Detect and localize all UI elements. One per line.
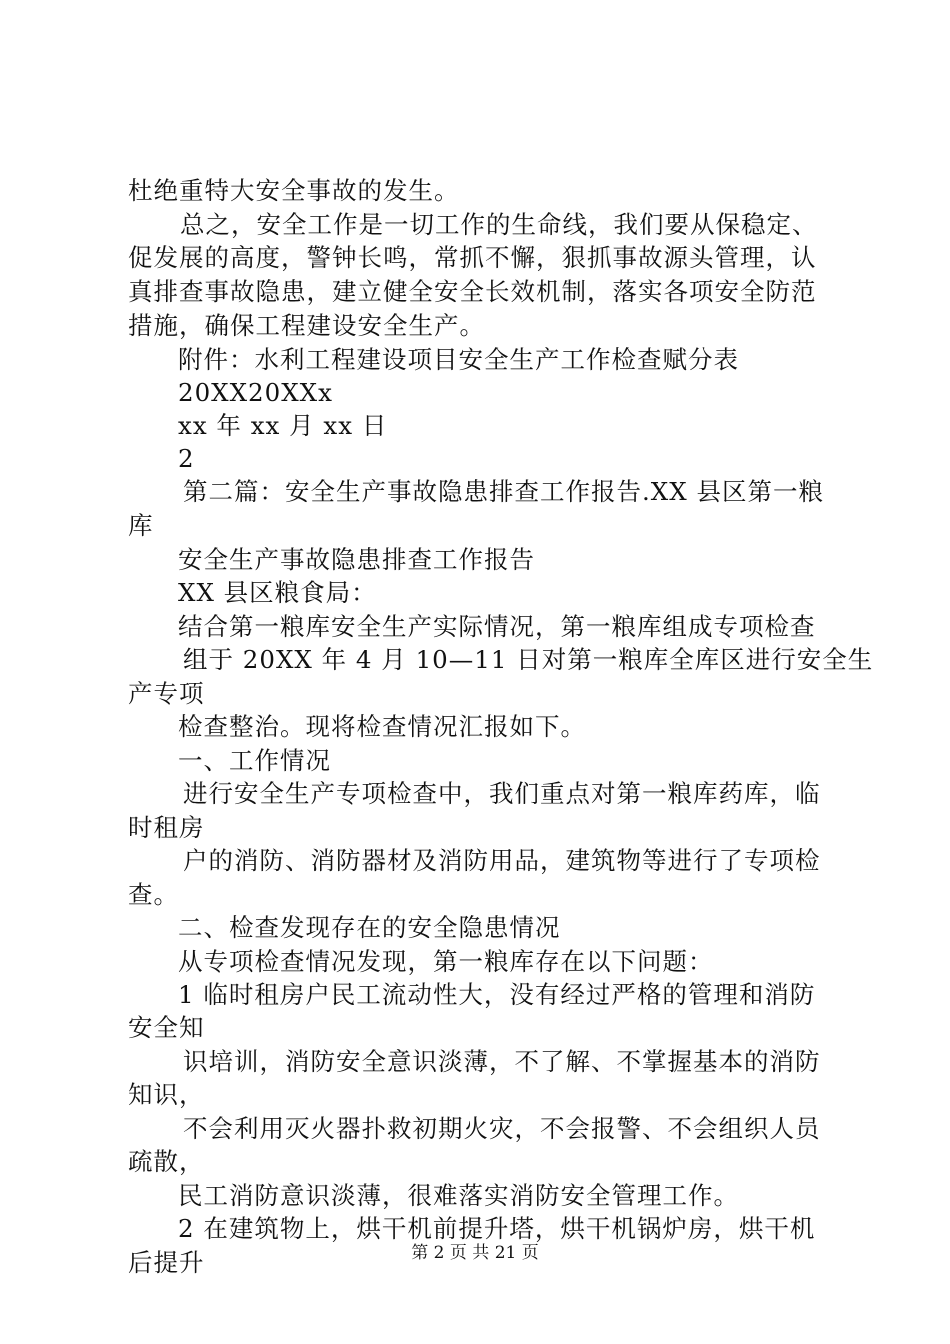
text-line: 后提升 — [128, 1248, 205, 1277]
text-line: 真排查事故隐患，建立健全安全长效机制，落实各项安全防范 — [128, 277, 817, 306]
text-line: 知识， — [128, 1080, 205, 1109]
text-line: 总之，安全工作是一切工作的生命线，我们要从保稳定、 — [180, 210, 818, 239]
text-line: 进行安全生产专项检查中，我们重点对第一粮库药库，临 — [183, 779, 821, 808]
section-heading: 第二篇：安全生产事故隐患排查工作报告.XX 县区第一粮 — [183, 477, 824, 506]
text-line: 促发展的高度，警钟长鸣，常抓不懈，狠抓事故源头管理，认 — [128, 243, 817, 272]
document-date: xx 年 xx 月 xx 日 — [178, 411, 388, 440]
attachment-line: 附件：水利工程建设项目安全生产工作检查赋分表 — [178, 345, 739, 374]
text-line: 组于 20XX 年 4 月 10—11 日对第一粮库全库区进行安全生 — [183, 645, 874, 674]
text-line: 产专项 — [128, 679, 205, 708]
text-line: 措施，确保工程建设安全生产。 — [128, 311, 485, 340]
text-line: 户的消防、消防器材及消防用品，建筑物等进行了专项检 — [183, 846, 821, 875]
text-line: 时租房 — [128, 813, 205, 842]
text-line: 识培训，消防安全意识淡薄，不了解、不掌握基本的消防 — [183, 1047, 821, 1076]
recipient: XX 县区粮食局： — [178, 578, 377, 607]
page-number-label: 第 2 页 共 21 页 — [411, 1243, 539, 1263]
text-line: 2 — [178, 444, 195, 473]
text-line: 疏散， — [128, 1147, 205, 1176]
text-line: 安全知 — [128, 1013, 205, 1042]
document-number: 20XX20XXx — [178, 378, 333, 407]
page-footer — [0, 1242, 950, 1264]
text-line: 从专项检查情况发现，第一粮库存在以下问题： — [178, 947, 714, 976]
text-line: 2 在建筑物上，烘干机前提升塔，烘干机锅炉房，烘干机 — [178, 1214, 816, 1243]
subheading: 一、工作情况 — [178, 746, 331, 775]
section-heading-cont: 库 — [128, 511, 154, 540]
text-line: 1 临时租房户民工流动性大，没有经过严格的管理和消防 — [178, 980, 816, 1009]
text-line: 杜绝重特大安全事故的发生。 — [128, 176, 460, 205]
subheading: 二、检查发现存在的安全隐患情况 — [178, 913, 561, 942]
report-title: 安全生产事故隐患排查工作报告 — [178, 545, 535, 574]
text-line: 查。 — [128, 880, 179, 909]
text-line: 不会利用灭火器扑救初期火灾，不会报警、不会组织人员 — [183, 1114, 821, 1143]
text-line: 民工消防意识淡薄，很难落实消防安全管理工作。 — [178, 1181, 739, 1210]
text-line: 检查整治。现将检查情况汇报如下。 — [178, 712, 586, 741]
text-line: 结合第一粮库安全生产实际情况，第一粮库组成专项检查 — [178, 612, 816, 641]
